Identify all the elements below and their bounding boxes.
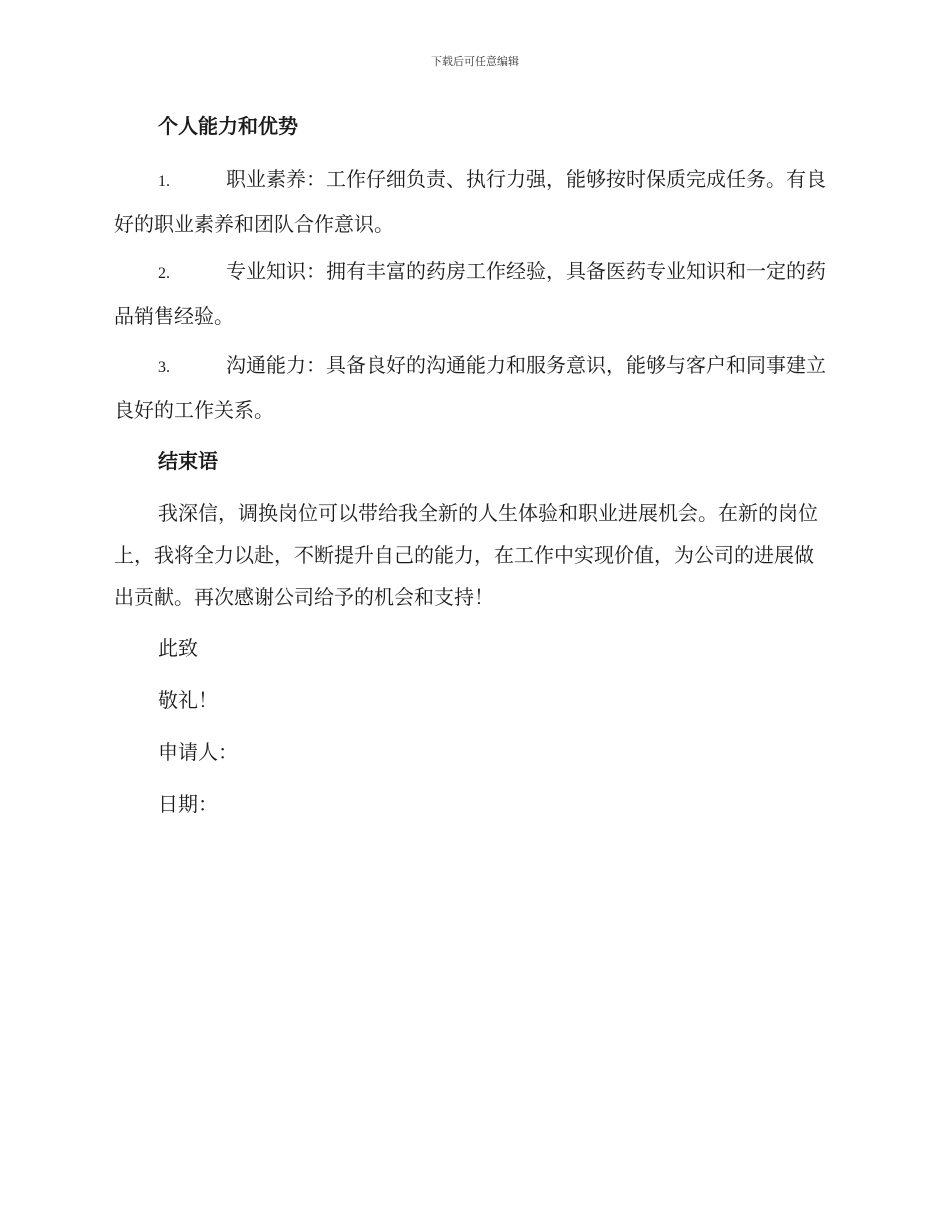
list-item-number: 2. bbox=[158, 265, 170, 282]
section-title-conclusion: 结束语 bbox=[158, 449, 218, 473]
date-label: 日期： bbox=[158, 792, 218, 816]
list-item-number: 3. bbox=[158, 359, 170, 376]
section-title-abilities: 个人能力和优势 bbox=[158, 114, 298, 138]
list-item-text: 沟通能力：具备良好的沟通能力和服务意识，能够与客户和同事建立良好的工作关系。 bbox=[114, 353, 826, 422]
closing-salutation: 此致 bbox=[158, 636, 198, 660]
list-item bbox=[114, 344, 834, 432]
closing-regards: 敬礼！ bbox=[158, 688, 218, 712]
list-item-number: 1. bbox=[158, 173, 170, 190]
list-item bbox=[114, 250, 834, 338]
list-item bbox=[114, 158, 834, 246]
page-header: 下载后可任意编辑 bbox=[431, 55, 519, 68]
list-item-text: 专业知识：拥有丰富的药房工作经验，具备医药专业知识和一定的药品销售经验。 bbox=[114, 259, 826, 328]
list-item-text: 职业素养：工作仔细负责、执行力强，能够按时保质完成任务。有良好的职业素养和团队合作意识。 bbox=[114, 167, 826, 236]
applicant-label: 申请人： bbox=[158, 740, 238, 764]
conclusion-paragraph: 我深信，调换岗位可以带给我全新的人生体验和职业进展机会。在新的岗位上，我将全力以赴，不断提升自己的能力，在工作中实现价值，为公司的进展做出贡献。再次感谢公司给予的机会和支持！ bbox=[114, 501, 818, 609]
